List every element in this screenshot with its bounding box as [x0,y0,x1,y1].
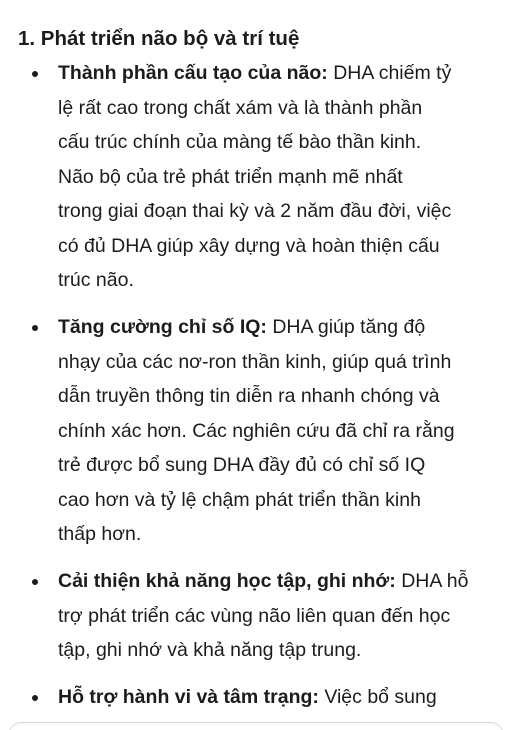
list-item-line: thấp hơn. [58,523,142,545]
list-item-lead: Thành phần cấu tạo của não: [58,62,328,84]
next-card-edge [8,722,504,730]
list-item-line: cao hơn và tỷ lệ chậm phát triển thần kinh [58,488,421,511]
section-heading: 1. Phát triển não bộ và trí tuệ [18,27,300,50]
list-item-line: Não bộ của trẻ phát triển mạnh mẽ nhất [58,165,403,188]
list-item-line: trúc não. [58,269,134,291]
list-item-line: trẻ được bổ sung DHA đầy đủ có chỉ số IQ [58,454,426,476]
list-item-line: lệ rất cao trong chất xám và là thành phần [58,96,423,119]
list-item-line [58,564,498,599]
list-item-line [58,680,498,715]
list-item-line: trợ phát triển các vùng não liên quan đến học [58,604,451,627]
bullet-dot-icon [32,71,38,77]
list-item-line [58,56,498,91]
list-item-line [58,310,498,345]
list-item-line: chính xác hơn. Các nghiên cứu đã chỉ ra rằng [58,419,455,442]
list-item-body: DHA chiếm tỷ [327,62,452,84]
list-item-line: trong giai đoạn thai kỳ và 2 năm đầu đời, việc [58,200,452,222]
list-item-lead: Tăng cường chỉ số IQ: [58,316,267,338]
list-item-text [58,680,498,715]
list-item-body: DHA giúp tăng độ [266,316,426,338]
list-item-line: cấu trúc chính của màng tế bào thần kinh. [58,131,422,153]
list-item-line: nhạy của các nơ-ron thần kinh, giúp quá trình [58,350,452,373]
list-item-body: Việc bổ sung [318,686,437,708]
list-item-line: tập, ghi nhớ và khả năng tập trung. [58,639,362,661]
bullet-dot-icon [32,325,38,331]
bullet-dot-icon [32,695,38,701]
list-item-text [58,310,498,552]
list-item-lead: Hỗ trợ hành vi và tâm trạng: [58,686,319,708]
list-item-line: dẫn truyền thông tin diễn ra nhanh chóng và [58,385,440,407]
list-item-text [58,564,498,668]
list-item-text [58,56,498,298]
bullet-dot-icon [32,579,38,585]
list-item-body: DHA hỗ [395,570,469,592]
list-item-lead: Cải thiện khả năng học tập, ghi nhớ: [58,570,396,592]
list-item-line: có đủ DHA giúp xây dựng và hoàn thiện cấu [58,234,440,257]
